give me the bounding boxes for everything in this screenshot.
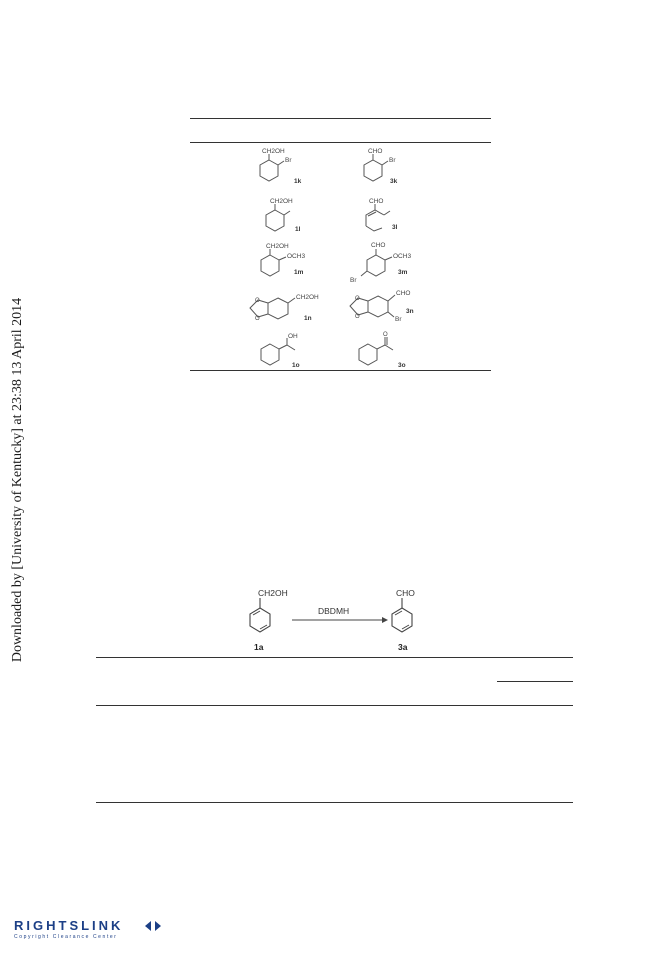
product-group-label: CHO [396, 588, 415, 598]
structure-1o [258, 330, 328, 372]
substrate-group-label: CH2OH [296, 294, 319, 301]
product-group-label: CHO [368, 148, 383, 155]
product-group-label: CHO [371, 242, 386, 249]
substrate-id-label: 1k [294, 178, 302, 185]
table-bottom-rule [190, 370, 491, 371]
reagent-label: DBDMH [318, 606, 350, 616]
product-group-label: CHO [396, 290, 411, 297]
substrate-subst-label: Br [285, 157, 292, 164]
oxygen-label: O [255, 316, 260, 322]
oxygen-label: O [355, 296, 360, 302]
substrate-subst-label: OCH3 [287, 253, 306, 260]
substrate-group-label: CH2OH [270, 198, 293, 205]
reactant-id-label: 1a [254, 642, 264, 652]
table2-header-rule [96, 705, 573, 706]
reaction-scheme [236, 584, 436, 654]
substrate-id-label: 1m [294, 269, 304, 276]
rightslink-arrow-icon [143, 919, 163, 933]
table-top-rule [190, 118, 491, 119]
product-subst-label: Br [395, 316, 402, 323]
structure-1l [258, 196, 318, 240]
product-id-label: 3n [406, 308, 414, 315]
product-id-label: 3o [398, 362, 406, 369]
table2-top-rule [96, 657, 573, 658]
reactant-group-label: CH2OH [258, 588, 288, 598]
structure-3l [356, 196, 416, 240]
product-id-label: 3a [398, 642, 408, 652]
structure-3n [344, 286, 434, 332]
substrate-id-label: 1o [292, 362, 300, 369]
structure-3o [356, 330, 426, 372]
structure-1k [252, 146, 312, 190]
substrate-group-label: CH2OH [266, 243, 289, 250]
substrate-id-label: 1n [304, 315, 312, 322]
structure-3k [356, 146, 416, 190]
oxygen-label: O [355, 314, 360, 320]
rightslink-logo: RIGHTSLINK [14, 918, 124, 933]
structure-3m [346, 240, 422, 290]
table2-bottom-rule [96, 802, 573, 803]
substrate-group-label: OH [288, 333, 298, 340]
product-subst-label: OCH3 [393, 253, 412, 260]
product-id-label: 3l [392, 224, 398, 231]
rightslink-subtext: Copyright Clearance Center [14, 934, 118, 940]
oxygen-label: O [383, 332, 388, 338]
table-header-rule [190, 142, 491, 143]
oxygen-label: O [255, 298, 260, 304]
substrate-id-label: 1l [295, 226, 301, 233]
product-id-label: 3m [398, 269, 408, 276]
table2-sub-rule [497, 681, 573, 682]
download-notice: Downloaded by [University of Kentucky] at 23:38 13 April 2014 [10, 297, 25, 663]
product-group-label: CHO [369, 198, 384, 205]
structure-1n [232, 288, 342, 332]
substrate-group-label: CH2OH [262, 148, 285, 155]
product-subst-label: Br [389, 157, 396, 164]
product-subst2-label: Br [350, 277, 357, 284]
structure-1m [252, 240, 322, 286]
product-id-label: 3k [390, 178, 398, 185]
